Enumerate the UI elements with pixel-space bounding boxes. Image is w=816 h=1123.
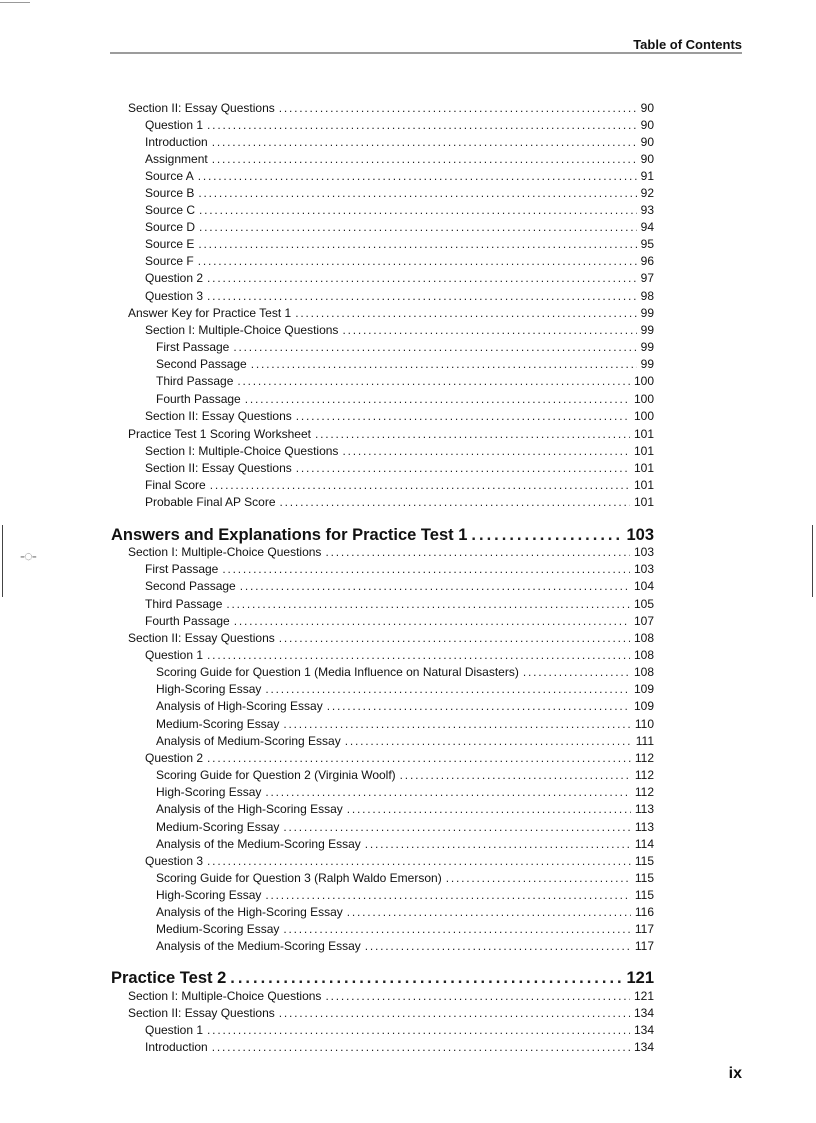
toc-entry[interactable] (145, 1022, 654, 1039)
toc-entry-label: Question 1 (145, 1023, 204, 1037)
toc-entry[interactable] (156, 819, 654, 836)
toc-entry[interactable] (145, 185, 654, 202)
toc-chapter-entry[interactable] (111, 966, 654, 990)
left-margin-rule (2, 525, 3, 597)
toc-entry-label: High-Scoring Essay (156, 682, 262, 696)
toc-entry[interactable] (156, 733, 654, 750)
toc-entry[interactable] (156, 698, 654, 715)
toc-entry-page: 105 (633, 597, 654, 611)
page-number: ix (728, 1065, 742, 1082)
toc-entry[interactable] (145, 443, 654, 460)
toc-entry-page: 108 (633, 665, 654, 679)
toc-entry[interactable] (145, 236, 654, 253)
toc-entry[interactable] (128, 544, 654, 561)
toc-entry-page: 95 (640, 237, 654, 251)
toc-entry[interactable] (156, 836, 654, 853)
toc-entry-page: 99 (640, 323, 654, 337)
toc-entry[interactable] (145, 477, 654, 494)
toc-entry-label: Scoring Guide for Question 1 (Media Influence on Natural Disasters) (156, 665, 519, 679)
toc-entry-label: Section II: Essay Questions (128, 631, 275, 645)
toc-entry-page: 101 (633, 444, 654, 458)
toc-entry-page: 101 (633, 427, 654, 441)
toc-entry-label: First Passage (145, 562, 219, 576)
toc-entry-label: Question 3 (145, 854, 204, 868)
toc-entry[interactable] (156, 904, 654, 921)
toc-entry[interactable] (145, 596, 654, 613)
toc-entry-page: 134 (633, 1023, 654, 1037)
toc-entry-page: 111 (635, 734, 654, 748)
toc-entry-page: 109 (633, 699, 654, 713)
toc-entry-label: Scoring Guide for Question 2 (Virginia Woolf) (156, 768, 396, 782)
toc-entry-label: Medium-Scoring Essay (156, 820, 280, 834)
toc-entry-label: Assignment (145, 152, 208, 166)
toc-entry[interactable] (145, 288, 654, 305)
toc-entry-label: Question 1 (145, 118, 204, 132)
toc-entry-page: 93 (640, 203, 654, 217)
toc-entry-label: High-Scoring Essay (156, 888, 262, 902)
toc-entry-page: 117 (634, 939, 654, 953)
toc-entry-page: 113 (634, 820, 654, 834)
toc-entry-label: First Passage (156, 340, 230, 354)
toc-entry-page: 121 (633, 989, 654, 1003)
toc-entry[interactable] (145, 460, 654, 477)
toc-entry-page: 101 (633, 478, 654, 492)
toc-entry-page: 101 (633, 495, 654, 509)
toc-entry-page: 103 (633, 562, 654, 576)
toc-entry-page: 94 (640, 220, 654, 234)
toc-entry-page: 91 (640, 169, 654, 183)
toc-entry[interactable] (156, 356, 654, 373)
toc-entry-label: Analysis of Medium-Scoring Essay (156, 734, 341, 748)
toc-entry-page: 96 (640, 254, 654, 268)
toc-entry-label: Third Passage (145, 597, 223, 611)
toc-entry-label: Source B (145, 186, 195, 200)
toc-entry[interactable] (145, 168, 654, 185)
toc-entry-label: Source D (145, 220, 196, 234)
toc-entry[interactable] (145, 202, 654, 219)
toc-entry-label: Medium-Scoring Essay (156, 717, 280, 731)
toc-entry-label: Section I: Multiple-Choice Questions (145, 323, 339, 337)
toc-entry[interactable] (145, 322, 654, 339)
toc-entry-page: 112 (634, 751, 654, 765)
toc-entry-label: Section II: Essay Questions (128, 1006, 275, 1020)
toc-entry-label: Analysis of the High-Scoring Essay (156, 802, 343, 816)
toc-entry-page: 112 (634, 768, 654, 782)
toc-entry[interactable] (145, 578, 654, 595)
toc-entry-label: Fourth Passage (145, 614, 230, 628)
toc-entry-page: 99 (640, 340, 654, 354)
toc-entry[interactable] (145, 408, 654, 425)
toc-entry-page: 100 (633, 392, 654, 406)
toc-entry-label: Source C (145, 203, 196, 217)
toc-chapter-label: Practice Test 2 (111, 969, 227, 987)
toc-entry-label: Analysis of the Medium-Scoring Essay (156, 939, 361, 953)
toc-entry[interactable] (128, 100, 654, 117)
toc-entry[interactable] (145, 853, 654, 870)
toc-entry-page: 104 (633, 579, 654, 593)
toc-entry[interactable] (156, 681, 654, 698)
toc-entry[interactable] (156, 339, 654, 356)
toc-entry-label: Practice Test 1 Scoring Worksheet (128, 427, 311, 441)
toc-entry-page: 103 (633, 545, 654, 559)
toc-entry-label: Analysis of High-Scoring Essay (156, 699, 323, 713)
toc-entry-label: Second Passage (156, 357, 247, 371)
toc-entry[interactable] (156, 887, 654, 904)
toc-entry[interactable] (156, 716, 654, 733)
toc-entry[interactable] (145, 647, 654, 664)
toc-entry-page: 109 (633, 682, 654, 696)
toc-entry[interactable] (128, 630, 654, 647)
toc-entry[interactable] (145, 270, 654, 287)
toc-entry-label: Third Passage (156, 374, 234, 388)
toc-entry-page: 100 (633, 409, 654, 423)
toc-chapter-label: Answers and Explanations for Practice Test 1 (111, 526, 468, 544)
toc-entry-label: Analysis of the High-Scoring Essay (156, 905, 343, 919)
toc-entry-label: Section I: Multiple-Choice Questions (128, 989, 322, 1003)
toc-entry[interactable] (145, 134, 654, 151)
corner-crop-mark (0, 2, 30, 3)
toc-entry-label: Second Passage (145, 579, 236, 593)
toc-entry[interactable] (128, 1005, 654, 1022)
running-head-title: Table of Contents (110, 37, 742, 54)
toc-entry[interactable] (145, 219, 654, 236)
toc-entry[interactable] (156, 373, 654, 390)
toc-entry-label: Introduction (145, 135, 208, 149)
toc-entry[interactable] (156, 784, 654, 801)
toc-chapter-page: 103 (626, 526, 654, 544)
toc-entry-page: 112 (634, 785, 654, 799)
toc-entry-page: 90 (640, 118, 654, 132)
toc-entry-label: Section II: Essay Questions (145, 461, 292, 475)
toc-entry-label: Source A (145, 169, 194, 183)
toc-entry[interactable] (145, 253, 654, 270)
toc-entry-page: 101 (633, 461, 654, 475)
toc-entry[interactable] (128, 988, 654, 1005)
toc-entry[interactable] (145, 151, 654, 168)
toc-entry-page: 100 (633, 374, 654, 388)
toc-entry-page: 134 (633, 1040, 654, 1054)
toc-entry[interactable] (156, 391, 654, 408)
registration-mark-icon: -◌- (20, 548, 36, 565)
toc-entry-page: 115 (634, 888, 654, 902)
toc-entry[interactable] (145, 1039, 654, 1056)
toc-entry-page: 114 (634, 837, 654, 851)
toc-entry-label: Question 3 (145, 289, 204, 303)
toc-entry-page: 92 (640, 186, 654, 200)
toc-entry-page: 90 (640, 135, 654, 149)
toc-chapter-page: 121 (626, 969, 654, 987)
toc-entry[interactable] (156, 938, 654, 955)
toc-entry-label: Final Score (145, 478, 206, 492)
toc-entry-label: Source E (145, 237, 195, 251)
toc-entry-page: 99 (640, 357, 654, 371)
toc-entry[interactable] (145, 494, 654, 511)
toc-entry-label: Probable Final AP Score (145, 495, 276, 509)
toc-entry[interactable] (128, 426, 654, 443)
toc-entry-page: 116 (634, 905, 654, 919)
toc-entry-page: 108 (633, 631, 654, 645)
toc-entry-label: Answer Key for Practice Test 1 (128, 306, 292, 320)
toc-entry[interactable] (156, 767, 654, 784)
toc-entry-label: Question 2 (145, 751, 204, 765)
toc-entry-label: Scoring Guide for Question 3 (Ralph Waldo Emerson) (156, 871, 442, 885)
toc-entry-page: 90 (640, 101, 654, 115)
toc-entry-page: 115 (634, 854, 654, 868)
toc-entry[interactable] (128, 305, 654, 322)
toc-entry[interactable] (145, 117, 654, 134)
toc-entry[interactable] (156, 664, 654, 681)
toc-entry-label: Source F (145, 254, 194, 268)
toc-entry-page: 110 (634, 717, 654, 731)
toc-entry-label: Section II: Essay Questions (128, 101, 275, 115)
toc-entry-label: Analysis of the Medium-Scoring Essay (156, 837, 361, 851)
toc-entry-page: 117 (634, 922, 654, 936)
toc-entry-label: Fourth Passage (156, 392, 241, 406)
toc-entry-label: Question 2 (145, 271, 204, 285)
toc-entry-label: Section I: Multiple-Choice Questions (128, 545, 322, 559)
toc-entry-page: 113 (634, 802, 654, 816)
toc-entry-page: 134 (633, 1006, 654, 1020)
toc-entry-label: High-Scoring Essay (156, 785, 262, 799)
toc-entry[interactable] (156, 921, 654, 938)
toc-entry-page: 98 (640, 289, 654, 303)
toc-entry-label: Section I: Multiple-Choice Questions (145, 444, 339, 458)
toc-entry-label: Medium-Scoring Essay (156, 922, 280, 936)
toc-entry-label: Section II: Essay Questions (145, 409, 292, 423)
toc-entry-page: 90 (640, 152, 654, 166)
toc-entry[interactable] (145, 613, 654, 630)
toc-entry-label: Question 1 (145, 648, 204, 662)
toc-entry[interactable] (145, 561, 654, 578)
toc-entry[interactable] (156, 870, 654, 887)
toc-entry-page: 108 (633, 648, 654, 662)
right-margin-rule (812, 525, 813, 597)
toc-entry-page: 99 (640, 306, 654, 320)
toc-entry-page: 115 (634, 871, 654, 885)
toc-entry-page: 107 (633, 614, 654, 628)
toc-entry[interactable] (156, 801, 654, 818)
toc-entry[interactable] (145, 750, 654, 767)
toc-entry-label: Introduction (145, 1040, 208, 1054)
toc-entry-page: 97 (640, 271, 654, 285)
